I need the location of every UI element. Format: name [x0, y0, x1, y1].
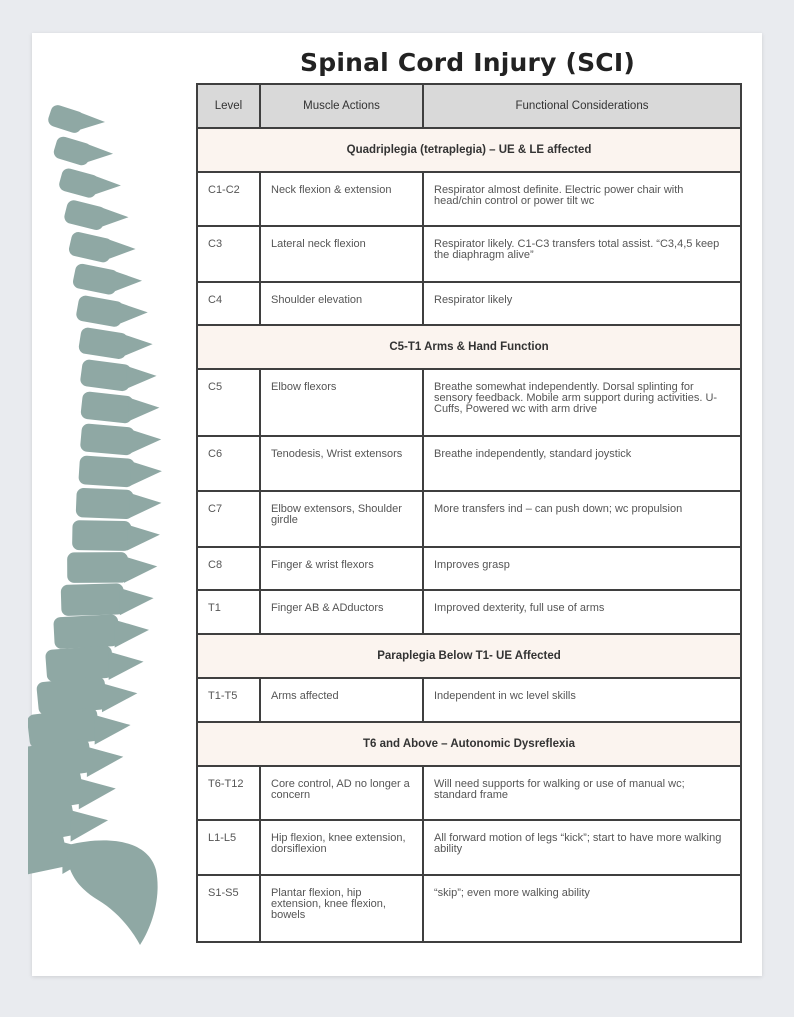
muscle-actions-cell: Plantar flexion, hip extension, knee flexion, bowels	[260, 875, 423, 942]
functional-considerations-cell: Breathe independently, standard joystick	[423, 436, 741, 491]
table-row	[197, 875, 741, 942]
table-row	[197, 226, 741, 282]
table-row	[197, 491, 741, 547]
muscle-actions-cell: Tenodesis, Wrist extensors	[260, 436, 423, 491]
table-row	[197, 678, 741, 722]
table-row	[197, 590, 741, 634]
level-cell: C1-C2	[197, 172, 260, 226]
column-header-muscle-actions: Muscle Actions	[260, 84, 423, 128]
table-row	[197, 172, 741, 226]
functional-considerations-cell: Respirator almost definite. Electric power chair with head/chin control or power tilt wc	[423, 172, 741, 226]
page-title: Spinal Cord Injury (SCI)	[300, 48, 635, 77]
table-row	[197, 436, 741, 491]
muscle-actions-cell: Lateral neck flexion	[260, 226, 423, 282]
section-row	[197, 722, 741, 766]
table-row	[197, 820, 741, 875]
table-header-row	[197, 84, 741, 128]
level-cell: L1-L5	[197, 820, 260, 875]
level-cell: C4	[197, 282, 260, 325]
table-row	[197, 547, 741, 590]
muscle-actions-cell: Elbow flexors	[260, 369, 423, 436]
level-cell: C8	[197, 547, 260, 590]
muscle-actions-cell: Finger AB & ADductors	[260, 590, 423, 634]
functional-considerations-cell: More transfers ind – can push down; wc propulsion	[423, 491, 741, 547]
table-row	[197, 766, 741, 820]
muscle-actions-cell: Hip flexion, knee extension, dorsiflexion	[260, 820, 423, 875]
muscle-actions-cell: Shoulder elevation	[260, 282, 423, 325]
spine-illustration-icon	[28, 100, 200, 950]
functional-considerations-cell: Improves grasp	[423, 547, 741, 590]
functional-considerations-cell: “skip”; even more walking ability	[423, 875, 741, 942]
muscle-actions-cell: Finger & wrist flexors	[260, 547, 423, 590]
section-label: Quadriplegia (tetraplegia) – UE & LE affected	[197, 128, 741, 172]
column-header-level: Level	[197, 84, 260, 128]
functional-considerations-cell: Independent in wc level skills	[423, 678, 741, 722]
functional-considerations-cell: Respirator likely. C1-C3 transfers total assist. “C3,4,5 keep the diaphragm alive”	[423, 226, 741, 282]
muscle-actions-cell: Core control, AD no longer a concern	[260, 766, 423, 820]
section-label: C5-T1 Arms & Hand Function	[197, 325, 741, 369]
muscle-actions-cell: Elbow extensors, Shoulder girdle	[260, 491, 423, 547]
section-label: Paraplegia Below T1- UE Affected	[197, 634, 741, 678]
level-cell: C5	[197, 369, 260, 436]
functional-considerations-cell: Breathe somewhat independently. Dorsal splinting for sensory feedback. Mobile arm support during activities. U-Cuffs, Powered wc with arm drive	[423, 369, 741, 436]
functional-considerations-cell: Improved dexterity, full use of arms	[423, 590, 741, 634]
section-label: T6 and Above – Autonomic Dysreflexia	[197, 722, 741, 766]
level-cell: T6-T12	[197, 766, 260, 820]
level-cell: C6	[197, 436, 260, 491]
table-row	[197, 282, 741, 325]
column-header-functional-considerations: Functional Considerations	[423, 84, 741, 128]
level-cell: T1-T5	[197, 678, 260, 722]
level-cell: T1	[197, 590, 260, 634]
section-row	[197, 634, 741, 678]
muscle-actions-cell: Arms affected	[260, 678, 423, 722]
section-row	[197, 128, 741, 172]
sci-table	[196, 83, 742, 943]
table-row	[197, 369, 741, 436]
functional-considerations-cell: Will need supports for walking or use of manual wc; standard frame	[423, 766, 741, 820]
level-cell: S1-S5	[197, 875, 260, 942]
functional-considerations-cell: All forward motion of legs “kick”; start to have more walking ability	[423, 820, 741, 875]
section-row	[197, 325, 741, 369]
muscle-actions-cell: Neck flexion & extension	[260, 172, 423, 226]
functional-considerations-cell: Respirator likely	[423, 282, 741, 325]
level-cell: C3	[197, 226, 260, 282]
level-cell: C7	[197, 491, 260, 547]
